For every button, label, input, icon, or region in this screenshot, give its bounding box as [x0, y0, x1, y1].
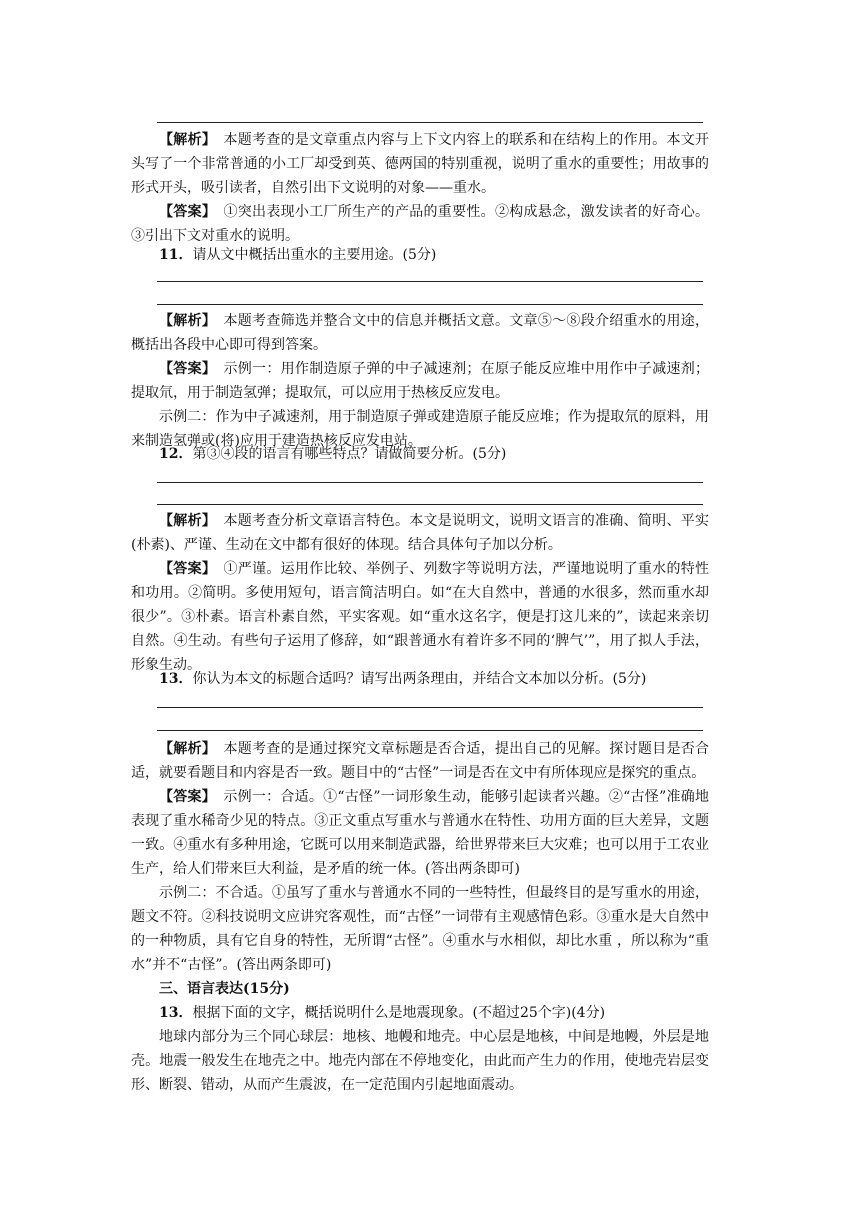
answer-line[interactable] [157, 730, 703, 731]
question-text: 根据下面的文字，概括说明什么是地震现象。(不超过25个字)(4分) [192, 1005, 606, 1021]
explanation-label: 【解析】 [159, 513, 210, 529]
section-heading: 三、语言表达(15分) [159, 981, 290, 997]
answer-line[interactable] [157, 281, 703, 282]
explanation-paragraph [131, 509, 709, 557]
answer-paragraph [131, 785, 709, 881]
answer-label: 【答案】 [159, 204, 210, 220]
answer-label: 【答案】 [159, 789, 210, 805]
question-number: 13． [159, 1005, 193, 1021]
question-11 [131, 243, 709, 267]
explanation-text: 本题考查分析文章语言特色。本文是说明文，说明文语言的准确、简明、平实(朴素)、严谨、生动在文中都有很好的体现。结合具体句子加以分析。 [131, 513, 710, 553]
question-text: 请从文中概括出重水的主要用途。(5分) [192, 247, 437, 263]
answer-example-2: 示例二：不合适。①虽写了重水与普通水不同的一些特性，但最终目的是写重水的用途，题文不符。②科技说明文应讲究客观性，而“古怪”一词带有主观感情色彩。③重水是大自然中的一种物质，具有它自身的特性，无所谓“古怪”。④重水与水相似，却比水重 ，所以称为“重水”并不“古怪”。(答出两条即可) [131, 885, 709, 973]
answer-line[interactable] [157, 482, 703, 483]
q10-explanation-block [131, 128, 709, 248]
answer-text: ①严谨。运用作比较、举例子、列数字等说明方法，严谨地说明了重水的特性和功用。②简明。多使用短句，语言简洁明白。如“在大自然中，普通的水很多，然而重水却很少”。③朴素。语言朴素自然，平实客观。如“重水这名字，便是打这儿来的”，读起来亲切自然。④生动。有些句子运用了修辞，如“跟普通水有着许多不同的‘脾气’”，用了拟人手法，形象生动。 [131, 561, 710, 673]
q12-explanation-block [131, 509, 709, 677]
question-number: 13． [159, 671, 193, 687]
answer-paragraph [131, 200, 709, 248]
question-number: 12． [159, 446, 193, 462]
answer-text: 示例一：用作制造原子弹的中子减速剂；在原子能反应堆中用作中子减速剂；提取氘，用于制造氢弹；提取氘，可以应用于热核反应发电。 [131, 361, 710, 401]
explanation-paragraph [131, 128, 709, 200]
explanation-label: 【解析】 [159, 313, 210, 329]
answer-label: 【答案】 [159, 361, 210, 377]
explanation-label: 【解析】 [159, 132, 210, 148]
explanation-label: 【解析】 [159, 741, 210, 757]
answer-line[interactable] [157, 707, 703, 708]
question-13 [131, 667, 709, 691]
answer-line[interactable] [157, 304, 703, 305]
question-text: 你认为本文的标题合适吗？请写出两条理由，并结合文本加以分析。(5分) [192, 671, 647, 687]
explanation-text: 本题考查筛选并整合文中的信息并概括文意。文章⑤～⑧段介绍重水的用途，概括出各段中心即可得到答案。 [131, 313, 710, 353]
reading-passage: 地球内部分为三个同心球层：地核、地幔和地壳。中心层是地核，中间是地幔，外层是地壳。地震一般发生在地壳之中。地壳内部在不停地变化，由此而产生力的作用，使地壳岩层变形、断裂、错动，从而产生震波，在一定范围内引起地面震动。 [131, 1029, 709, 1093]
question-number: 11． [159, 247, 193, 263]
explanation-text: 本题考查的是通过探究文章标题是否合适，提出自己的见解。探讨题目是否合适，就要看题目和内容是否一致。题目中的“古怪”一词是否在文中有所体现应是探究的重点。 [131, 741, 710, 781]
explanation-paragraph [131, 737, 709, 785]
answer-text: ①突出表现小工厂所生产的产品的重要性。②构成悬念，激发读者的好奇心。③引出下文对重水的说明。 [131, 204, 710, 244]
question-text: 第③④段的语言有哪些特点？请做简要分析。(5分) [192, 446, 507, 462]
answer-line[interactable] [157, 504, 703, 505]
explanation-paragraph [131, 309, 709, 357]
answer-example-2: 示例二：作为中子减速剂，用于制造原子弹或建造原子能反应堆；作为提取氘的原料，用来制造氢弹或(将)应用于建造热核反应发电站。 [131, 409, 709, 449]
explanation-text: 本题考查的是文章重点内容与上下文内容上的联系和在结构上的作用。本文开头写了一个非常普通的小工厂却受到英、德两国的特别重视，说明了重水的重要性；用故事的形式开头，吸引读者，自然引出下文说明的对象——重水。 [131, 132, 710, 196]
question-12 [131, 442, 709, 466]
q11-explanation-block [131, 309, 709, 453]
answer-line [157, 122, 703, 123]
answer-paragraph [131, 357, 709, 405]
answer-paragraph [131, 557, 709, 677]
answer-text: 示例一：合适。①“古怪”一词形象生动，能够引起读者兴趣。②“古怪”准确地表现了重水稀奇少见的特点。③正文重点写重水与普通水在特性、功用方面的巨大差异，文题一致。④重水有多种用途，它既可以用来制造武器，给世界带来巨大灾难；也可以用于工农业生产，给人们带来巨大利益，是矛盾的统一体。(答出两条即可) [131, 789, 710, 877]
q13-explanation-block [131, 737, 709, 1097]
answer-label: 【答案】 [159, 561, 210, 577]
